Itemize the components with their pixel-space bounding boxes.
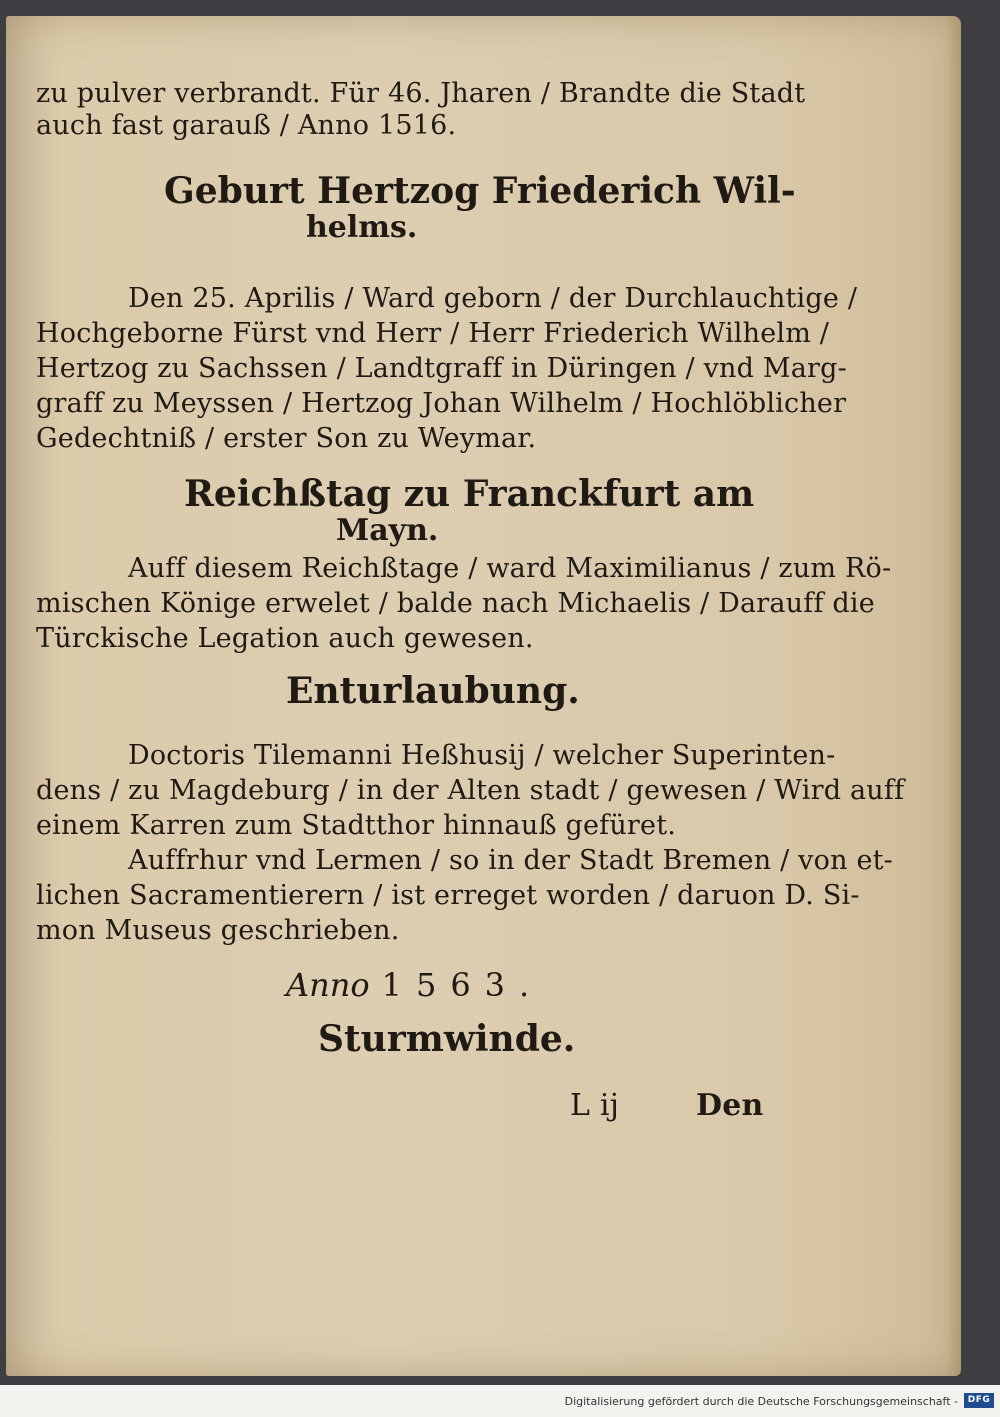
paragraph-line: lichen Sacramentierern / ist erreget worden / daruon D. Si- — [36, 880, 860, 911]
heading-sturmwinde: Sturmwinde. — [318, 1018, 576, 1060]
heading-enturlaubung: Enturlaubung. — [286, 670, 580, 712]
paragraph-line: graff zu Meyssen / Hertzog Johan Wilhelm / Hochlöblicher — [36, 388, 847, 419]
paragraph-line: Auff diesem Reichßtage / ward Maximilianus / zum Rö- — [128, 553, 892, 584]
catchword: Den — [696, 1088, 764, 1123]
paragraph-line: einem Karren zum Stadtthor hinnauß gefüret. — [36, 810, 677, 841]
paragraph-line: Hochgeborne Fürst vnd Herr / Herr Friederich Wilhelm / — [36, 318, 830, 349]
anno-year: 1563. — [381, 966, 544, 1004]
paragraph-line: mischen Könige erwelet / balde nach Michaelis / Darauff die — [36, 588, 875, 619]
paragraph-line: Hertzog zu Sachssen / Landtgraff in Düringen / vnd Marg- — [36, 353, 847, 384]
paragraph-line: dens / zu Magdeburg / in der Alten stadt / gewesen / Wird auff — [36, 775, 905, 806]
paragraph-line: Auffrhur vnd Lermen / so in der Stadt Bremen / von et- — [128, 845, 894, 876]
anno-word: Anno — [286, 966, 370, 1004]
dfg-logo-icon: DFG — [964, 1393, 994, 1408]
footer-bar — [0, 1385, 1000, 1417]
heading-birth: Geburt Hertzog Friederich Wil- — [164, 170, 796, 212]
page-edge — [947, 16, 961, 1376]
paragraph-line: Doctoris Tilemanni Heßhusij / welcher Superinten- — [128, 740, 836, 771]
intro-line: zu pulver verbrandt. Für 46. Jharen / Brandte die Stadt — [36, 78, 806, 109]
heading-reichstag: Reichßtag zu Franckfurt am — [184, 473, 755, 515]
signature-mark: L ij — [570, 1088, 620, 1123]
paragraph-line: Den 25. Aprilis / Ward geborn / der Durchlauchtige / — [128, 283, 858, 314]
book-page — [6, 16, 961, 1376]
paragraph-line: Türckische Legation auch gewesen. — [36, 623, 534, 654]
intro-line: auch fast garauß / Anno 1516. — [36, 110, 457, 141]
paragraph-line: Gedechtniß / erster Son zu Weymar. — [36, 423, 537, 454]
anno-line — [286, 966, 543, 1004]
heading-reichstag-cont: Mayn. — [336, 513, 439, 548]
heading-birth-cont: helms. — [306, 210, 418, 245]
funding-note: Digitalisierung gefördert durch die Deutsche Forschungsgemeinschaft - — [564, 1395, 958, 1408]
paragraph-line: mon Museus geschrieben. — [36, 915, 400, 946]
